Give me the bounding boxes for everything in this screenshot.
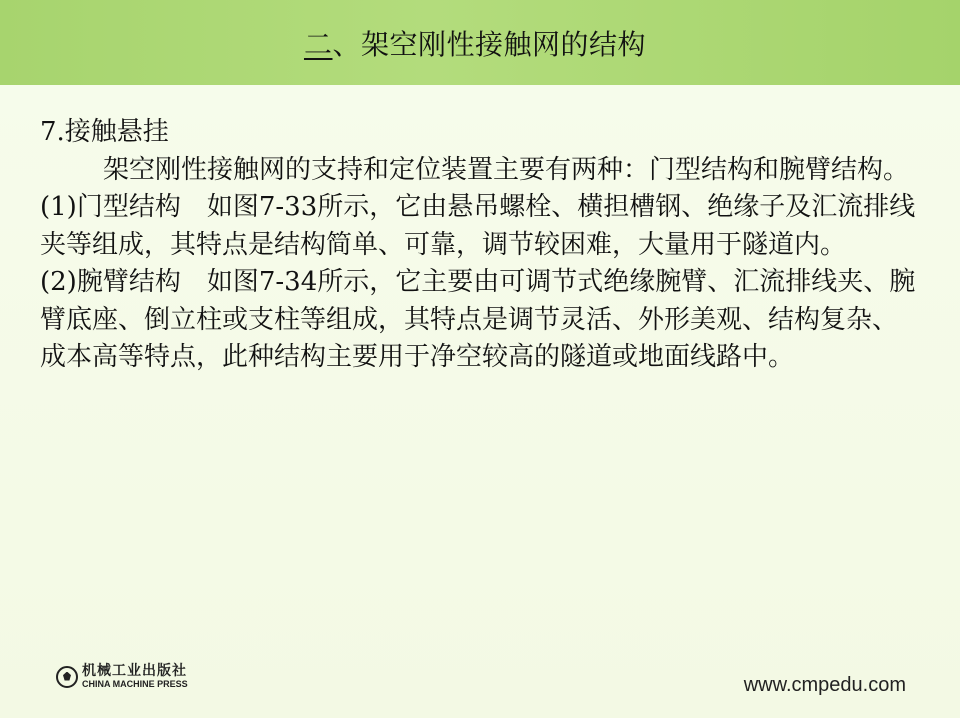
publisher-name-en: CHINA MACHINE PRESS [82,679,188,689]
section-heading: 7.接触悬挂 [40,117,169,147]
publisher-name-cn: 机械工业出版社 [82,663,187,679]
publisher-seal-icon [56,666,78,688]
body-paragraph-cantilever: (2)腕臂结构 如图7-34所示，它主要由可调节式绝缘腕臂、汇流排线夹、腕臂底座、倒立柱或支柱等组成，其特点是调节灵活、外形美观、结构复杂、成本高等特点，此种结构主要用于净空较高的隧道或地面线路中。 [40,267,916,372]
slide-title-rest: 、架空刚性接触网的结构 [332,27,647,61]
publisher-logo [56,664,188,689]
publisher-logo-text [82,664,188,689]
slide-title [304,23,646,63]
slide-title-prefix: 二 [303,27,333,61]
title-bar [0,0,960,85]
publisher-url: www.cmpedu.com [743,674,906,696]
body-paragraph-gantry: (1)门型结构 如图7-33所示，它由悬吊螺栓、横担槽钢、绝缘子及汇流排线夹等组成，其特点是结构简单、可靠，调节较困难，大量用于隧道内。 [40,192,916,260]
body-paragraph-intro: 架空刚性接触网的支持和定位装置主要有两种：门型结构和腕臂结构。 [103,154,910,185]
slide-body [40,114,920,377]
